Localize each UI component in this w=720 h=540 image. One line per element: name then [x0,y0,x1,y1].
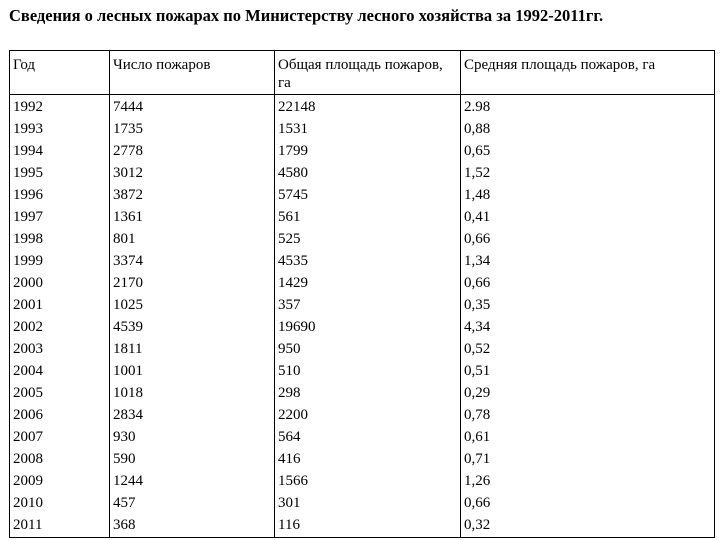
cell-average-area: 1,52 [461,163,715,185]
cell-fire-count: 3872 [110,185,275,207]
cell-fire-count: 7444 [110,95,275,120]
cell-average-area: 0,32 [461,515,715,538]
cell-average-area: 0,66 [461,493,715,515]
table-row [10,449,715,471]
table-body [10,95,715,538]
table-row [10,339,715,361]
cell-average-area: 4,34 [461,317,715,339]
cell-year: 1996 [10,185,110,207]
cell-average-area: 1,26 [461,471,715,493]
table-row [10,141,715,163]
cell-fire-count: 1735 [110,119,275,141]
table-row [10,251,715,273]
cell-total-area: 298 [275,383,461,405]
cell-fire-count: 2170 [110,273,275,295]
cell-average-area: 0,66 [461,229,715,251]
table-row [10,119,715,141]
table-row [10,95,715,120]
header-year: Год [10,51,110,95]
cell-year: 2002 [10,317,110,339]
cell-fire-count: 368 [110,515,275,538]
cell-fire-count: 930 [110,427,275,449]
cell-fire-count: 1001 [110,361,275,383]
cell-total-area: 564 [275,427,461,449]
header-fire-count: Число пожаров [110,51,275,95]
table-row [10,317,715,339]
cell-fire-count: 801 [110,229,275,251]
cell-total-area: 1531 [275,119,461,141]
cell-average-area: 1,34 [461,251,715,273]
table-row [10,229,715,251]
cell-year: 2003 [10,339,110,361]
cell-total-area: 116 [275,515,461,538]
cell-average-area: 0,52 [461,339,715,361]
table-row [10,493,715,515]
cell-fire-count: 1361 [110,207,275,229]
cell-year: 2000 [10,273,110,295]
cell-average-area: 0,71 [461,449,715,471]
cell-total-area: 4535 [275,251,461,273]
cell-year: 2009 [10,471,110,493]
cell-year: 1997 [10,207,110,229]
cell-fire-count: 590 [110,449,275,471]
header-row [10,51,715,95]
cell-average-area: 0,35 [461,295,715,317]
cell-total-area: 525 [275,229,461,251]
table-row [10,207,715,229]
cell-year: 2004 [10,361,110,383]
cell-year: 2007 [10,427,110,449]
document-title: Сведения о лесных пожарах по Министерству лесного хозяйства за 1992-2011гг. [9,6,604,25]
cell-total-area: 19690 [275,317,461,339]
cell-average-area: 0,29 [461,383,715,405]
cell-year: 2011 [10,515,110,538]
cell-total-area: 416 [275,449,461,471]
table-row [10,471,715,493]
cell-year: 2001 [10,295,110,317]
cell-average-area: 0,61 [461,427,715,449]
cell-year: 1992 [10,95,110,120]
cell-year: 2010 [10,493,110,515]
table-row [10,185,715,207]
cell-total-area: 2200 [275,405,461,427]
cell-total-area: 1429 [275,273,461,295]
cell-average-area: 0,78 [461,405,715,427]
table-row [10,515,715,538]
cell-average-area: 0,51 [461,361,715,383]
cell-total-area: 5745 [275,185,461,207]
cell-total-area: 4580 [275,163,461,185]
cell-fire-count: 3374 [110,251,275,273]
cell-average-area: 0,65 [461,141,715,163]
cell-year: 2005 [10,383,110,405]
cell-year: 1999 [10,251,110,273]
table-row [10,405,715,427]
cell-average-area: 0,88 [461,119,715,141]
cell-total-area: 1799 [275,141,461,163]
cell-fire-count: 1811 [110,339,275,361]
cell-total-area: 950 [275,339,461,361]
cell-total-area: 357 [275,295,461,317]
table-row [10,427,715,449]
cell-average-area: 1,48 [461,185,715,207]
cell-average-area: 2.98 [461,95,715,120]
table-row [10,383,715,405]
header-average-area: Средняя площадь пожаров, га [461,51,715,95]
cell-fire-count: 1025 [110,295,275,317]
cell-year: 1993 [10,119,110,141]
table-row [10,163,715,185]
cell-fire-count: 4539 [110,317,275,339]
cell-fire-count: 3012 [110,163,275,185]
cell-fire-count: 2834 [110,405,275,427]
cell-fire-count: 457 [110,493,275,515]
forest-fires-table [9,50,715,538]
cell-total-area: 301 [275,493,461,515]
cell-average-area: 0,41 [461,207,715,229]
cell-fire-count: 2778 [110,141,275,163]
cell-fire-count: 1018 [110,383,275,405]
header-total-area: Общая площадь пожаров, га [275,51,461,95]
cell-average-area: 0,66 [461,273,715,295]
cell-total-area: 1566 [275,471,461,493]
cell-total-area: 22148 [275,95,461,120]
cell-total-area: 561 [275,207,461,229]
table-row [10,295,715,317]
table-row [10,273,715,295]
cell-total-area: 510 [275,361,461,383]
table-header [10,51,715,95]
cell-year: 2008 [10,449,110,471]
cell-year: 1994 [10,141,110,163]
cell-year: 1995 [10,163,110,185]
cell-year: 2006 [10,405,110,427]
table-row [10,361,715,383]
cell-year: 1998 [10,229,110,251]
cell-fire-count: 1244 [110,471,275,493]
